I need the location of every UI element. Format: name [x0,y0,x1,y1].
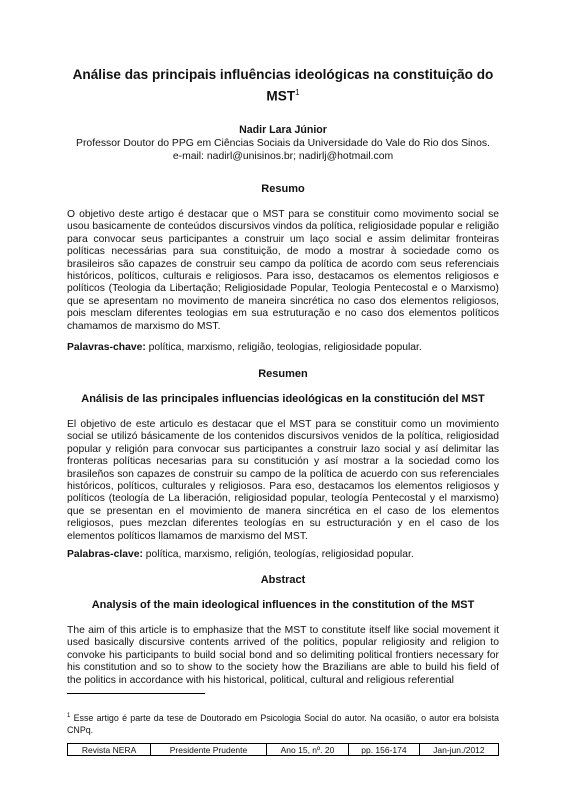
abstract-heading: Abstract [260,574,306,586]
resumen-keywords-list: política, marxismo, religión, teologías, religiosidad popular. [142,549,414,560]
title-footnote-mark: 1 [295,88,300,97]
footnote-mark: 1 [67,713,71,719]
footer-date: Jan-jun./2012 [419,744,498,756]
footnote-text: Esse artigo é parte da tese de Doutorado em Psicologia Social do autor. Na ocasião, o autor era bolsista CNPq. [67,712,499,735]
resumo-text: O objetivo deste artigo é destacar que o MST para se constituir como movimento social se usou basicamente de conteúdos discursivos vindos da política, religiosidade popular e religião para convocar seus participantes a construir um laço social e assim delimitar fronteiras políticas necessárias para sua constituição, de modo a mostrar à sociedade como os brasileiros são capazes de construir seu campo da política de acordo com seus referenciais históricos, políticos, culturais e religiosos. Para isso, destacamos os elementos religiosos e políticos (Teologia da Libertação; Religiosidade Popular, Teologia Pentecostal e o Marxismo) que se apresentam no movimento de maneira sincrética no caso dos elementos religiosos, pois mesclam diferentes teologias em sua estruturação e no caso dos elementos políticos chamamos de marxismo do MST. [67,209,499,332]
author-affiliation [67,137,499,163]
title-text: Análise das principais influências ideológicas na constituição do MST [72,67,494,104]
footer-issue: Ano 15, nº. 20 [266,744,348,756]
abstract-subtitle: Analysis of the main ideological influences in the constitution of the MST [91,599,475,611]
resumen-keywords [67,549,499,560]
footer-pages: pp. 156-174 [349,744,420,756]
footnote-divider [67,693,205,694]
article-title [67,66,499,106]
resumo-heading: Resumo [261,183,305,195]
footnote [67,710,499,736]
author-name: Nadir Lara Júnior [239,124,327,136]
footer-journal: Revista NERA [68,744,151,756]
author-email: e-mail: nadirl@unisinos.br; nadirlj@hotmail.com [172,151,394,162]
resumen-keywords-label: Palabras-clave: [67,549,143,560]
footer-row [68,744,499,756]
resumen-text: El objetivo de este articulo es destacar que el MST para se constituir como un movimiento social se utilizó básicamente de los contenidos discursivos venidos de la política, religiosidad popular y religión para convocar sus participantes a construir lazo social y así delimitar las fronteras políticas necesarias para su constitución y así mostrar a la sociedad como los brasileños son capazes de construir su campo de la política de acuerdo con sus referenciales históricos, políticos, culturales y religiosos. Para eso, destacamos los elementos religiosos y políticos (teología de La liberación, religiosidad popular, teología Pentecostal y el marxismo) que se presentan en el movimiento de manera sincrética en el caso de los elementos religiosos, pues mezclan diferentes teologías en su estructuración y en el caso de los elementos políticos llamamos de marxismo del MST. [67,419,499,542]
journal-footer [67,743,499,756]
abstract-text: The aim of this article is to emphasize that the MST to constitute itself like social movement it used basically discursive contents arrived of the politics, popular religiosity and religion to convoke his participants to build social bond and so delimiting political frontiers necessary for his constitution and so to show to the society how the Brazilians are able to build his field of the politics in accordance with his historical, political, cultural and religious referential [67,625,499,686]
resumo-keywords [67,342,499,353]
resumo-keywords-list: política, marxismo, religião, teologias, religiosidade popular. [145,342,422,353]
affiliation-line: Professor Doutor do PPG em Ciências Sociais da Universidade do Vale do Rio dos Sinos. [76,138,490,149]
resumo-keywords-label: Palavras-chave: [67,342,146,353]
footer-city: Presidente Prudente [151,744,267,756]
resumen-subtitle: Análisis de las principales influencias ideológicas en la constitución del MST [81,393,485,405]
resumen-heading: Resumen [258,368,308,380]
